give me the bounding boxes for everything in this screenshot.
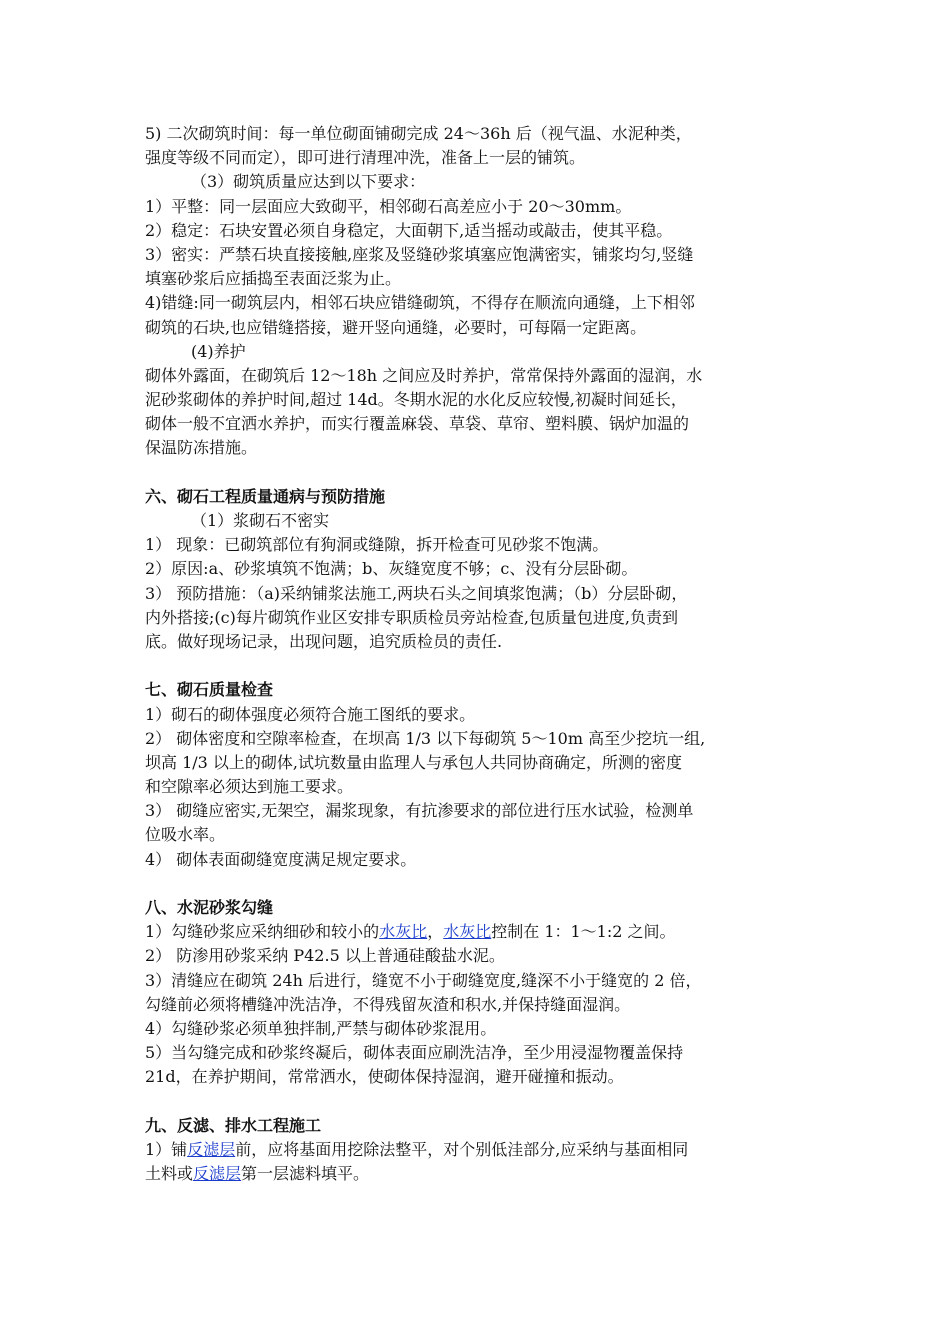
section-8-item-5-line-1: 5）当勾缝完成和砂浆终凝后，砌体表面应刷洗洁净，至少用浸湿物覆盖保持 [145,1043,684,1063]
section-8-item-1-separator: ， [427,922,444,942]
quality-item-4-line-1: 4)错缝:同一砌筑层内，相邻石块应错缝砌筑，不得存在顺流向通缝，上下相邻 [145,293,695,313]
quality-item-1: 1）平整：同一层面应大致砌平，相邻砌石高差应小于 20～30mm。 [145,196,632,216]
water-cement-ratio-link[interactable]: 水灰比 [379,922,428,942]
section-6-item-3-line-2: 内外搭接;(c)每片砌筑作业区安排专职质检员旁站检查,包质量包进度,负责到 [145,607,679,627]
quality-item-3-line-1: 3）密实：严禁石块直接接触,座浆及竖缝砂浆填塞应饱满密实，铺浆均匀,竖缝 [145,244,694,264]
quality-item-4-line-2: 砌筑的石块,也应错缝搭接，避开竖向通缝，必要时，可每隔一定距离。 [145,317,647,337]
section-9-item-1-prefix: 1）铺 [145,1139,188,1159]
section-6-item-3-line-1: 3） 预防措施：（a)采纳铺浆法施工,两块石头之间填浆饱满；（b）分层卧砌， [145,583,688,603]
section-7-item-3-line-2: 位吸水率。 [145,825,226,845]
section-9-item-1-line-2-suffix: 第一层滤料填平。 [241,1164,370,1184]
section-6-item-2: 2）原因:a、砂浆填筑不饱满；b、灰缝宽度不够；c、没有分层卧砌。 [145,559,638,579]
section-7-item-4: 4） 砌体表面砌缝宽度满足规定要求。 [145,849,417,869]
subsection-4-title: (4)养护 [191,341,246,361]
paragraph-5-line-2: 强度等级不同而定），即可进行清理冲洗，准备上一层的铺筑。 [145,148,586,168]
section-9-item-1-line-2 [145,1162,810,1186]
section-8-heading: 八、水泥砂浆勾缝 [145,898,274,917]
section-7-item-2-line-2: 坝高 1/3 以上的砌体,试坑数量由监理人与承包人共同协商确定，所测的密度 [145,752,683,772]
subsection-3-title: （3）砌筑质量应达到以下要求： [191,172,426,192]
blank-line [145,654,810,678]
section-6-item-3-line-3: 底。做好现场记录，出现问题，追究质检员的责任. [145,631,503,651]
curing-line-3: 砌体一般不宜洒水养护，而实行覆盖麻袋、草袋、草帘、塑料膜、锅炉加温的 [145,414,690,434]
section-8-item-2: 2） 防渗用砂浆采纳 P42.5 以上普通硅酸盐水泥。 [145,946,505,966]
section-8-item-5-line-2: 21d，在养护期间，常常洒水，使砌体保持湿润，避开碰撞和振动。 [145,1067,624,1087]
paragraph-5-line-1: 5) 二次砌筑时间：每一单位砌面铺砌完成 24～36h 后（视气温、水泥种类， [145,124,692,143]
section-7-item-1: 1）砌石的砌体强度必须符合施工图纸的要求。 [145,704,476,724]
quality-item-2: 2）稳定：石块安置必须自身稳定，大面朝下,适当摇动或敲击，使其平稳。 [145,220,673,240]
filter-layer-link-2[interactable]: 反滤层 [193,1164,242,1184]
blank-line [145,461,810,485]
document-page [145,122,810,1186]
section-8-item-1-suffix: 控制在 1：1～1:2 之间。 [491,922,676,942]
section-8-item-1-prefix: 1）勾缝砂浆应采纳细砂和较小的 [145,922,380,942]
section-6-subtitle: （1）浆砌石不密实 [191,511,330,530]
blank-line [145,872,810,896]
section-9-item-1-middle: 前，应将基面用挖除法整平，对个别低洼部分,应采纳与基面相同 [235,1139,689,1159]
section-7-item-3-line-1: 3） 砌缝应密实,无架空，漏浆现象，有抗渗要求的部位进行压水试验，检测单 [145,801,694,821]
section-9-item-1-line-1 [145,1138,810,1162]
section-9-heading: 九、反滤、排水工程施工 [145,1115,322,1135]
section-6-heading: 六、砌石工程质量通病与预防措施 [145,486,386,506]
section-8-item-1 [145,920,810,944]
curing-line-4: 保温防冻措施。 [145,438,258,458]
quality-item-3-line-2: 填塞砂浆后应插捣至表面泛浆为止。 [145,269,402,289]
curing-line-2: 泥砂浆砌体的养护时间,超过 14d。冬期水泥的水化反应较慢,初凝时间延长， [145,390,687,410]
section-7-item-2-line-1: 2） 砌体密度和空隙率检查，在坝高 1/3 以下每砌筑 5～10m 高至少挖坑一组, [145,728,706,748]
section-6-item-1: 1） 现象：已砌筑部位有狗洞或缝隙，拆开检查可见砂浆不饱满。 [145,535,609,555]
section-8-item-3-line-1: 3）清缝应在砌筑 24h 后进行，缝宽不小于砌缝宽度,缝深不小于缝宽的 2 倍， [145,970,702,990]
curing-line-1: 砌体外露面，在砌筑后 12～18h 之间应及时养护，常常保持外露面的湿润，水 [145,365,703,385]
filter-layer-link[interactable]: 反滤层 [187,1139,236,1159]
water-cement-ratio-link-2[interactable]: 水灰比 [443,922,492,942]
section-7-item-2-line-3: 和空隙率必须达到施工要求。 [145,777,354,797]
section-8-item-4: 4）勾缝砂浆必须单独拌制,严禁与砌体砂浆混用。 [145,1018,497,1038]
section-7-heading: 七、砌石质量检查 [145,680,274,700]
section-8-item-3-line-2: 勾缝前必须将槽缝冲洗洁净，不得残留灰渣和积水,并保持缝面湿润。 [145,994,631,1014]
blank-line [145,1090,810,1114]
section-9-item-1-line-2-prefix: 土料或 [145,1164,194,1184]
